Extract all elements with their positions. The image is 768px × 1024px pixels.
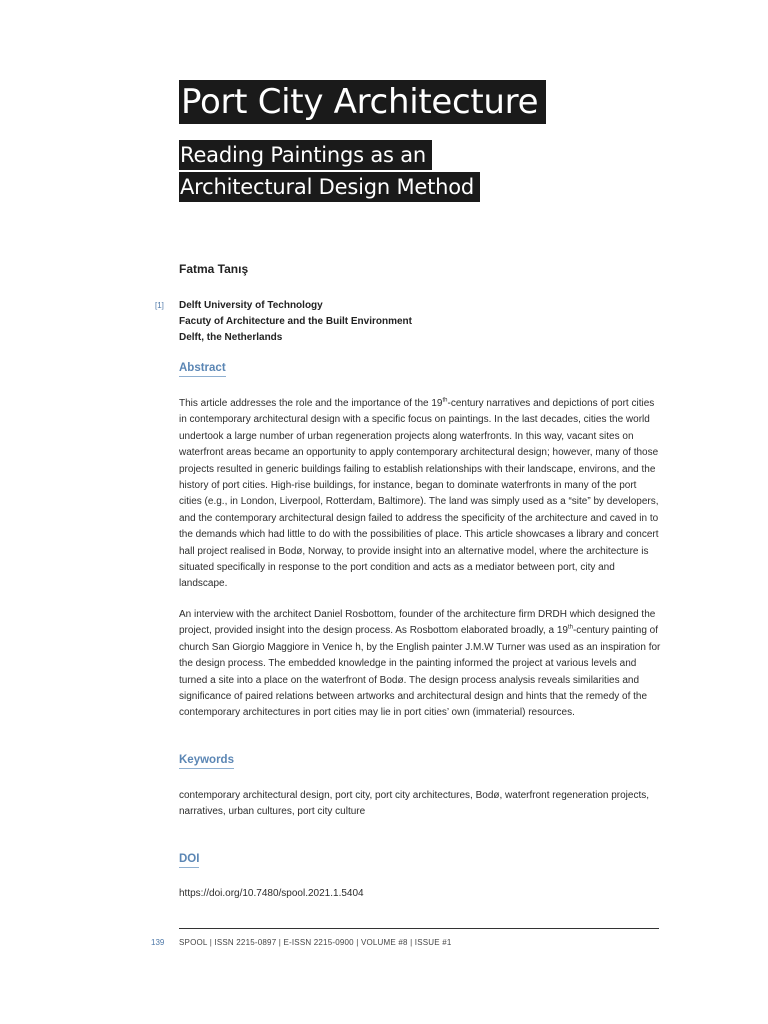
subtitle bbox=[179, 140, 499, 204]
abstract-p2-text-b: -century painting of church San Giorgio Maggiore in Venice h, by the English painter J.M.W Turner was used as an inspiration for the design process. The embedded knowledge in the painting informed the project at various levels and turned a site into a place on the waterfront of Bodø. The design process analysis reveals similarities and significance of paired relations between artworks and architectural design and hints that the remedy of the contemporary architectures in port cities may lie in port cities’ own (immaterial) resources. bbox=[179, 625, 661, 719]
affiliation-line-2: Facuty of Architecture and the Built Environment bbox=[179, 316, 412, 327]
abstract-paragraph-1 bbox=[179, 396, 661, 593]
footer-rule bbox=[179, 928, 659, 929]
keywords-heading: Keywords bbox=[179, 754, 234, 769]
footer-journal-info: SPOOL | ISSN 2215-0897 | E-ISSN 2215-0900 | VOLUME #8 | ISSUE #1 bbox=[179, 938, 452, 947]
page-title: Port City Architecture bbox=[179, 80, 546, 124]
subtitle-line-2: Architectural Design Method bbox=[179, 172, 480, 202]
affiliation-line-3: Delft, the Netherlands bbox=[179, 332, 283, 343]
abstract-p1-sup: th bbox=[442, 397, 448, 404]
abstract-heading: Abstract bbox=[179, 362, 226, 377]
abstract-p1-text-a: This article addresses the role and the importance of the 19 bbox=[179, 398, 443, 409]
affiliation-line-1: Delft University of Technology bbox=[179, 300, 323, 311]
doi-heading: DOI bbox=[179, 853, 199, 868]
abstract-p2-sup: th bbox=[567, 625, 573, 632]
subtitle-line-1: Reading Paintings as an bbox=[179, 140, 432, 170]
page-number: 139 bbox=[151, 938, 165, 947]
doi-link[interactable]: https://doi.org/10.7480/spool.2021.1.5404 bbox=[179, 888, 364, 899]
abstract-paragraph-2 bbox=[179, 607, 661, 722]
affiliation bbox=[179, 298, 412, 346]
abstract-p2-text-a: An interview with the architect Daniel Rosbottom, founder of the architecture firm DRDH which designed the project, provided insight into the design process. As Rosbottom elaborated broadly, a 19 bbox=[179, 609, 656, 637]
abstract-p1-text-b: -century narratives and depictions of port cities in contemporary architectural design with a specific focus on paintings. In the last decades, cities the world undertook a large number of urban regeneration projects along waterfronts. In this way, vacant sites on waterfront areas became an opportunity to apply contemporary architectural design; however, many of those projects resulted in generic buildings failing to establish relationships with their landscape, environs, and the history of port cities. High-rise buildings, for instance, began to dominate waterfronts in many of the port cities (e.g., in London, Liverpool, Rotterdam, Baltimore). The land was simply used as a “site” by developers, and the contemporary architectural design failed to address the specificity of the architecture and caved in to the demands which had little to do with the possibilities of place. This article showcases a library and concert hall project realised in Bodø, Norway, to provide insight into an alternative model, where the architecture is situated specifically in response to the port condition and acts as a mediator between port, city and landscape. bbox=[179, 398, 659, 590]
author-name: Fatma Tanış bbox=[179, 262, 249, 276]
keywords-text: contemporary architectural design, port city, port city architectures, Bodø, waterfront regeneration projects, narratives, urban cultures, port city culture bbox=[179, 790, 650, 818]
affiliation-marker: [1] bbox=[155, 301, 164, 310]
